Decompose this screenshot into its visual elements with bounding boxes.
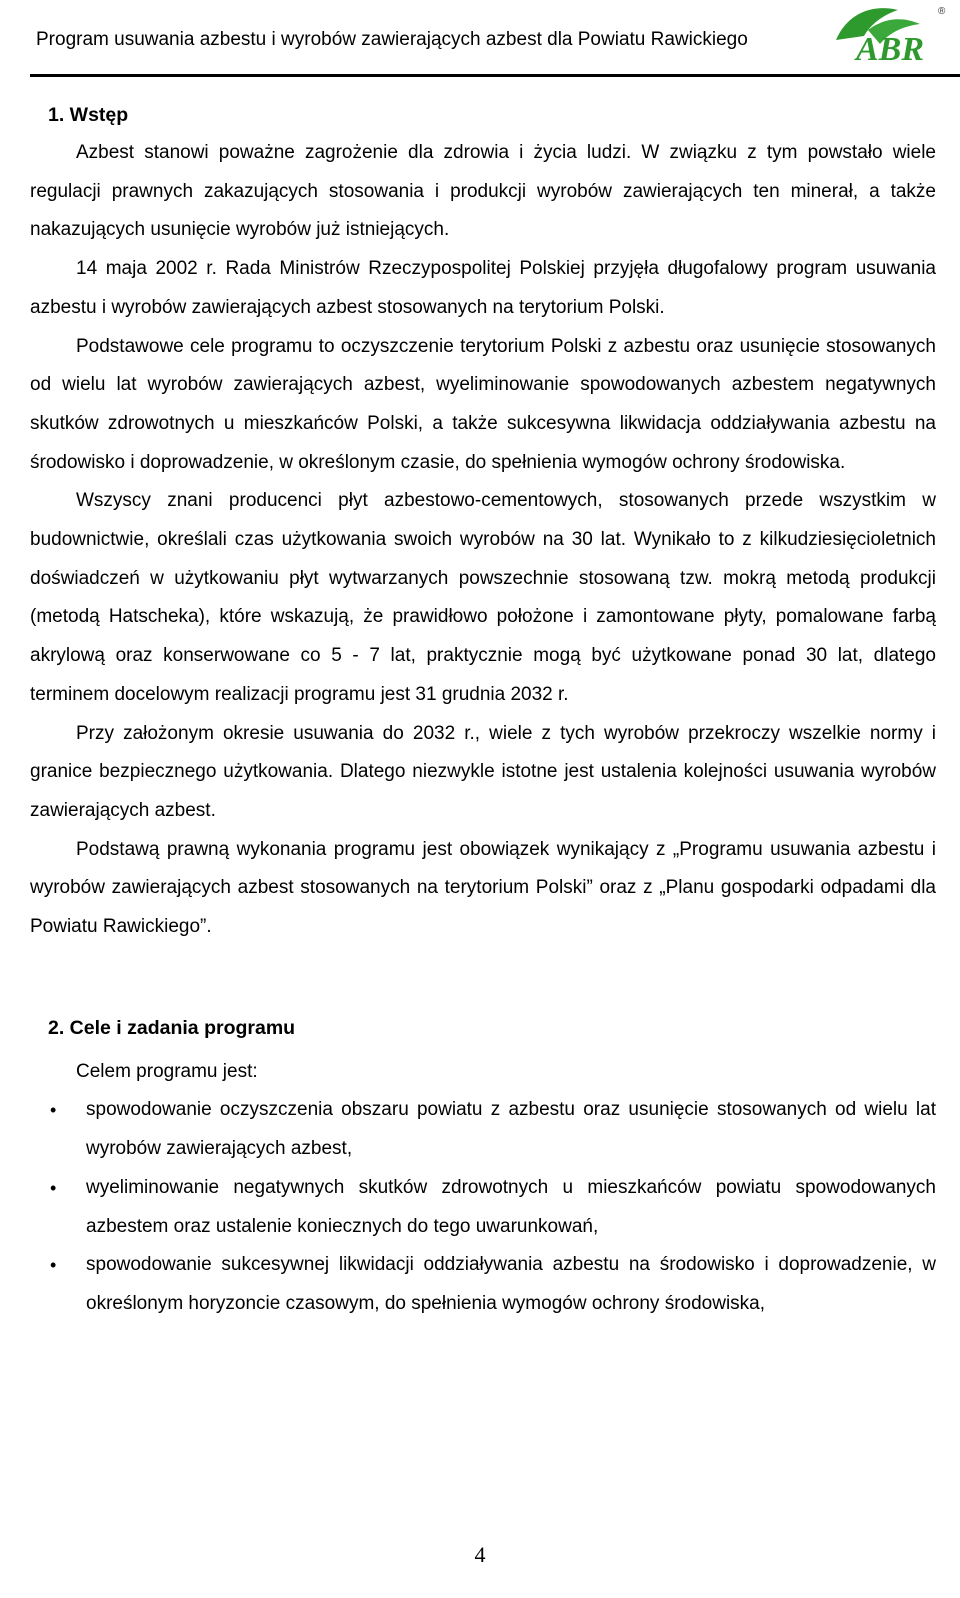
document-running-title: Program usuwania azbestu i wyrobów zawierających azbest dla Powiatu Rawickiego bbox=[36, 29, 748, 50]
logo-wordmark: ABR bbox=[856, 31, 925, 68]
bullet-icon: • bbox=[50, 1100, 57, 1121]
section-spacer bbox=[30, 947, 936, 1009]
header-divider bbox=[30, 74, 960, 77]
section-heading-goals: 2. Cele i zadania programu bbox=[48, 1016, 296, 1039]
list-item-text: wyeliminowanie negatywnych skutków zdrowotnych u mieszkańców powiatu spowodowanych azbestem oraz ustalenie koniecznych do tego uwarunkowań, bbox=[86, 1176, 936, 1237]
list-item bbox=[30, 1169, 936, 1246]
goals-lead: Celem programu jest: bbox=[76, 1060, 258, 1082]
document-body bbox=[30, 96, 936, 1324]
list-item-text: spowodowanie oczyszczenia obszaru powiatu z azbestu oraz usunięcie stosowanych od wielu lat wyrobów zawierających azbest, bbox=[86, 1099, 936, 1160]
list-item-text: spowodowanie sukcesywnej likwidacji oddziaływania azbestu na środowisko i doprowadzenie, w określonym horyzoncie czasowym, do spełnienia wymogów ochrony środowiska, bbox=[86, 1254, 936, 1314]
bullet-icon: • bbox=[50, 1255, 57, 1276]
page-number: 4 bbox=[474, 1542, 486, 1567]
paragraph: Podstawowe cele programu to oczyszczenie terytorium Polski z azbestu oraz usunięcie stosowanych od wielu lat wyrobów zawierających azbest, wyeliminowanie spowodowanych azbestem negatywnych skutków zdrowotnych u mieszkańców Polski, a także sukcesywna likwidacja oddziaływania azbestu na środowisko i doprowadzenie, w określonym czasie, do spełnienia wymogów ochrony środowiska. bbox=[30, 335, 936, 473]
paragraph: Azbest stanowi poważne zagrożenie dla zdrowia i życia ludzi. W związku z tym powstało wiele regulacji prawnych zakazujących stosowania i produkcji wyrobów zawierających ten minerał, a także nakazujących usunięcie wyrobów już istniejących. bbox=[30, 142, 936, 241]
page-header bbox=[0, 0, 960, 78]
registered-mark: ® bbox=[938, 6, 946, 17]
list-item bbox=[30, 1246, 936, 1323]
paragraph: 14 maja 2002 r. Rada Ministrów Rzeczypospolitej Polskiej przyjęła długofalowy program usuwania azbestu i wyrobów zawierających azbest stosowanych na terytorium Polski. bbox=[30, 258, 936, 318]
goals-list bbox=[30, 1091, 936, 1323]
list-item bbox=[30, 1091, 936, 1168]
paragraph: Podstawą prawną wykonania programu jest obowiązek wynikający z „Programu usuwania azbestu i wyrobów zawierających azbest stosowanych na terytorium Polski” oraz z „Planu gospodarki odpadami dla Powiatu Rawickiego”. bbox=[30, 838, 936, 938]
bullet-icon: • bbox=[50, 1177, 57, 1198]
abr-logo-icon bbox=[828, 0, 952, 74]
paragraph: Przy założonym okresie usuwania do 2032 r., wiele z tych wyrobów przekroczy wszelkie normy i granice bezpiecznego użytkowania. Dlatego niezwykle istotne jest ustalenia kolejności usuwania wyrobów zawierających azbest. bbox=[30, 722, 936, 821]
paragraph: Wszyscy znani producenci płyt azbestowo-cementowych, stosowanych przede wszystkim w budownictwie, określali czas użytkowania swoich wyrobów na 30 lat. Wynikało to z kilkudziesięcioletnich doświadczeń w użytkowaniu płyt wytwarzanych powszechnie stosowaną tzw. mokrą metodą produkcji (metodą Hatscheka), które wskazują, że prawidłowo położone i zamontowane płyty, pomalowane farbą akrylową oraz konserwowane co 5 - 7 lat, praktycznie mogą być użytkowane ponad 30 lat, dlatego terminem docelowym realizacji programu jest 31 grudnia 2032 r. bbox=[30, 490, 936, 705]
section-heading-intro: 1. Wstęp bbox=[48, 104, 129, 126]
